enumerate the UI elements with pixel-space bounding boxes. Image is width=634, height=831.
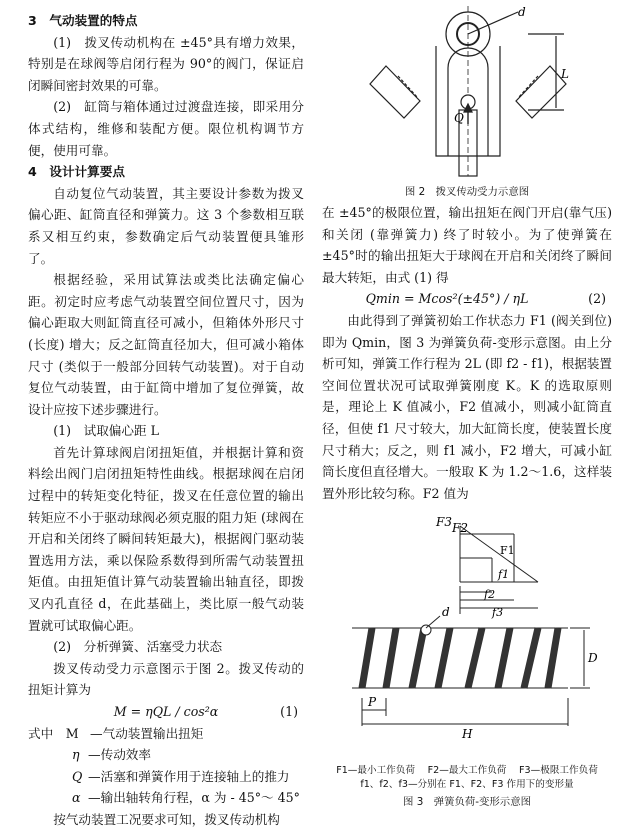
paragraph: 根据经验，采用试算法或类比法确定偏心距。初定时应考虑气动装置空间位置尺寸，因为偏心距取大则缸筒直径可减小，但箱体外形尺寸 (长度) 增大；反之缸筒直径加大，但可减小箱体尺寸 (类似于一般部分回转气动装置)。对于自动复位气动装置，由于缸筒中增加了复位弹簧，故设计应按下述步骤进行。 <box>28 272 304 417</box>
label-F3: F3 <box>436 515 452 529</box>
definition-symbol: Q <box>72 768 83 784</box>
formula-1-number: (1) <box>280 704 298 719</box>
paragraph: 按气动装置工况要求可知，拨叉传动机构 <box>53 811 280 827</box>
subheading: (1) 试取偏心距 L <box>53 423 159 439</box>
definition-text: —输出轴转角行程，α 为 - 45°～ 45° <box>88 790 300 806</box>
label-d: d <box>518 6 526 19</box>
definition-alpha <box>28 787 304 809</box>
label-L: L <box>561 67 569 81</box>
definition-text: —气动装置输出扭矩 <box>90 725 204 741</box>
label-F1: F1 <box>500 544 515 557</box>
where-label: 式中 M <box>28 725 79 741</box>
label-D: D <box>588 651 598 665</box>
definition-symbol: α <box>72 790 81 806</box>
formula-1 <box>28 701 304 723</box>
label-f1: f1 <box>498 568 510 581</box>
label-f3: f3 <box>492 606 504 619</box>
formula-2-number: (2) <box>588 291 606 307</box>
figure-3-legend: F1—最小工作负荷 F2—最大工作负荷 F3—极限工作负荷 f1、f2、f3—分别在 F1、F2、F3 作用下的变形量 <box>336 765 608 790</box>
figure-3-spring-diagram <box>332 512 602 760</box>
figure-2-caption: 图 2 拨叉传动受力示意图 <box>404 186 530 198</box>
formula-2 <box>322 288 612 310</box>
paragraph: 由此得到了弹簧初始工作状态力 F1 (阀关到位) 即为 Qmin，图 3 为弹簧负荷-变形示意图。由上分析可知，弹簧工作行程为 2L (即 f2 - f1)，根据装置空间位置状况可试取弹簧刚度 K。K 的选取原则是，理论上 K 值减小，F2 值减小，则减小缸筒直径，但使 f1 尺寸较大，加大缸筒长度，使装置长度尺寸稍大；反之，则 f1 减小，F2 增大，可减小缸筒长度但直径增大。一般取 K 为 1.2～1.6，这样装置外形比较匀称。F2 值为 <box>322 312 612 501</box>
definition-Q <box>28 766 304 788</box>
label-F2: F2 <box>452 521 468 535</box>
subheading: (2) 分析弹簧、活塞受力状态 <box>53 639 223 655</box>
label-f2: f2 <box>484 588 496 601</box>
label-Q: Q <box>454 111 464 125</box>
paragraph: 首先计算球阀启闭扭矩值，并根据计算和资料绘出阀门启闭扭矩特性曲线。根据球阀在启闭过程中的转矩变化特征，拨叉在任意位置的输出转矩应不小于驱动球阀必须克服的阻力矩 (球阀在开启和关闭终了瞬间转矩最大)，根据阀门驱动装置选用方法，乘以保险系数得到所需气动装置扭矩值。由扭矩值计算气动装置输出轴直径，即拨叉内孔直径 d，在此基础上，类比原一般气动装置就可试取偏心距。 <box>28 444 304 633</box>
formula-1-expression: M = ηQL / cos²α <box>113 704 219 719</box>
definition-M <box>28 723 304 745</box>
paragraph: 自动复位气动装置，其主要设计参数为拨叉偏心距、缸筒直径和弹簧力。这 3 个参数相互联系又相互约束，参数确定后气动装置便具雏形了。 <box>28 185 304 266</box>
label-H: H <box>462 727 473 741</box>
paragraph: (1) 拨叉传动机构在 ±45°具有增力效果，特别是在球阀等启闭行程为 90°的阀门，保证启闭瞬间密封效果的可靠。 <box>28 34 304 93</box>
label-d: d <box>442 605 450 619</box>
paragraph: (2) 缸筒与箱体通过过渡盘连接，即采用分体式结构，维修和装配方便。限位机构调节方便，使用可靠。 <box>28 99 304 158</box>
figure-3-caption: 图 3 弹簧负荷-变形示意图 <box>403 796 531 808</box>
figure-2-fork-diagram <box>358 6 578 180</box>
paragraph: 在 ±45°的极限位置，输出扭矩在阀门开启(靠气压) 和关闭 (靠弹簧力) 终了时较小。为了使弹簧在 ±45°时的输出扭矩大于球阀在开启和关闭终了瞬间最大转矩，由式 (1) 得 <box>322 205 612 285</box>
definition-text: —活塞和弹簧作用于连接轴上的推力 <box>88 768 290 784</box>
section-3-title: 3 气动装置的特点 <box>28 13 138 28</box>
section-4-title: 4 设计计算要点 <box>28 164 125 180</box>
definition-symbol: η <box>72 747 80 763</box>
formula-2-expression: Qmin = Mcos²(±45°) / ηL <box>365 291 529 307</box>
definition-text: —传动效率 <box>88 747 151 763</box>
paragraph: 拨叉传动受力示意图示于图 2。拨叉传动的扭矩计算为 <box>28 660 304 698</box>
definition-eta <box>28 744 304 766</box>
label-P: P <box>368 695 377 709</box>
